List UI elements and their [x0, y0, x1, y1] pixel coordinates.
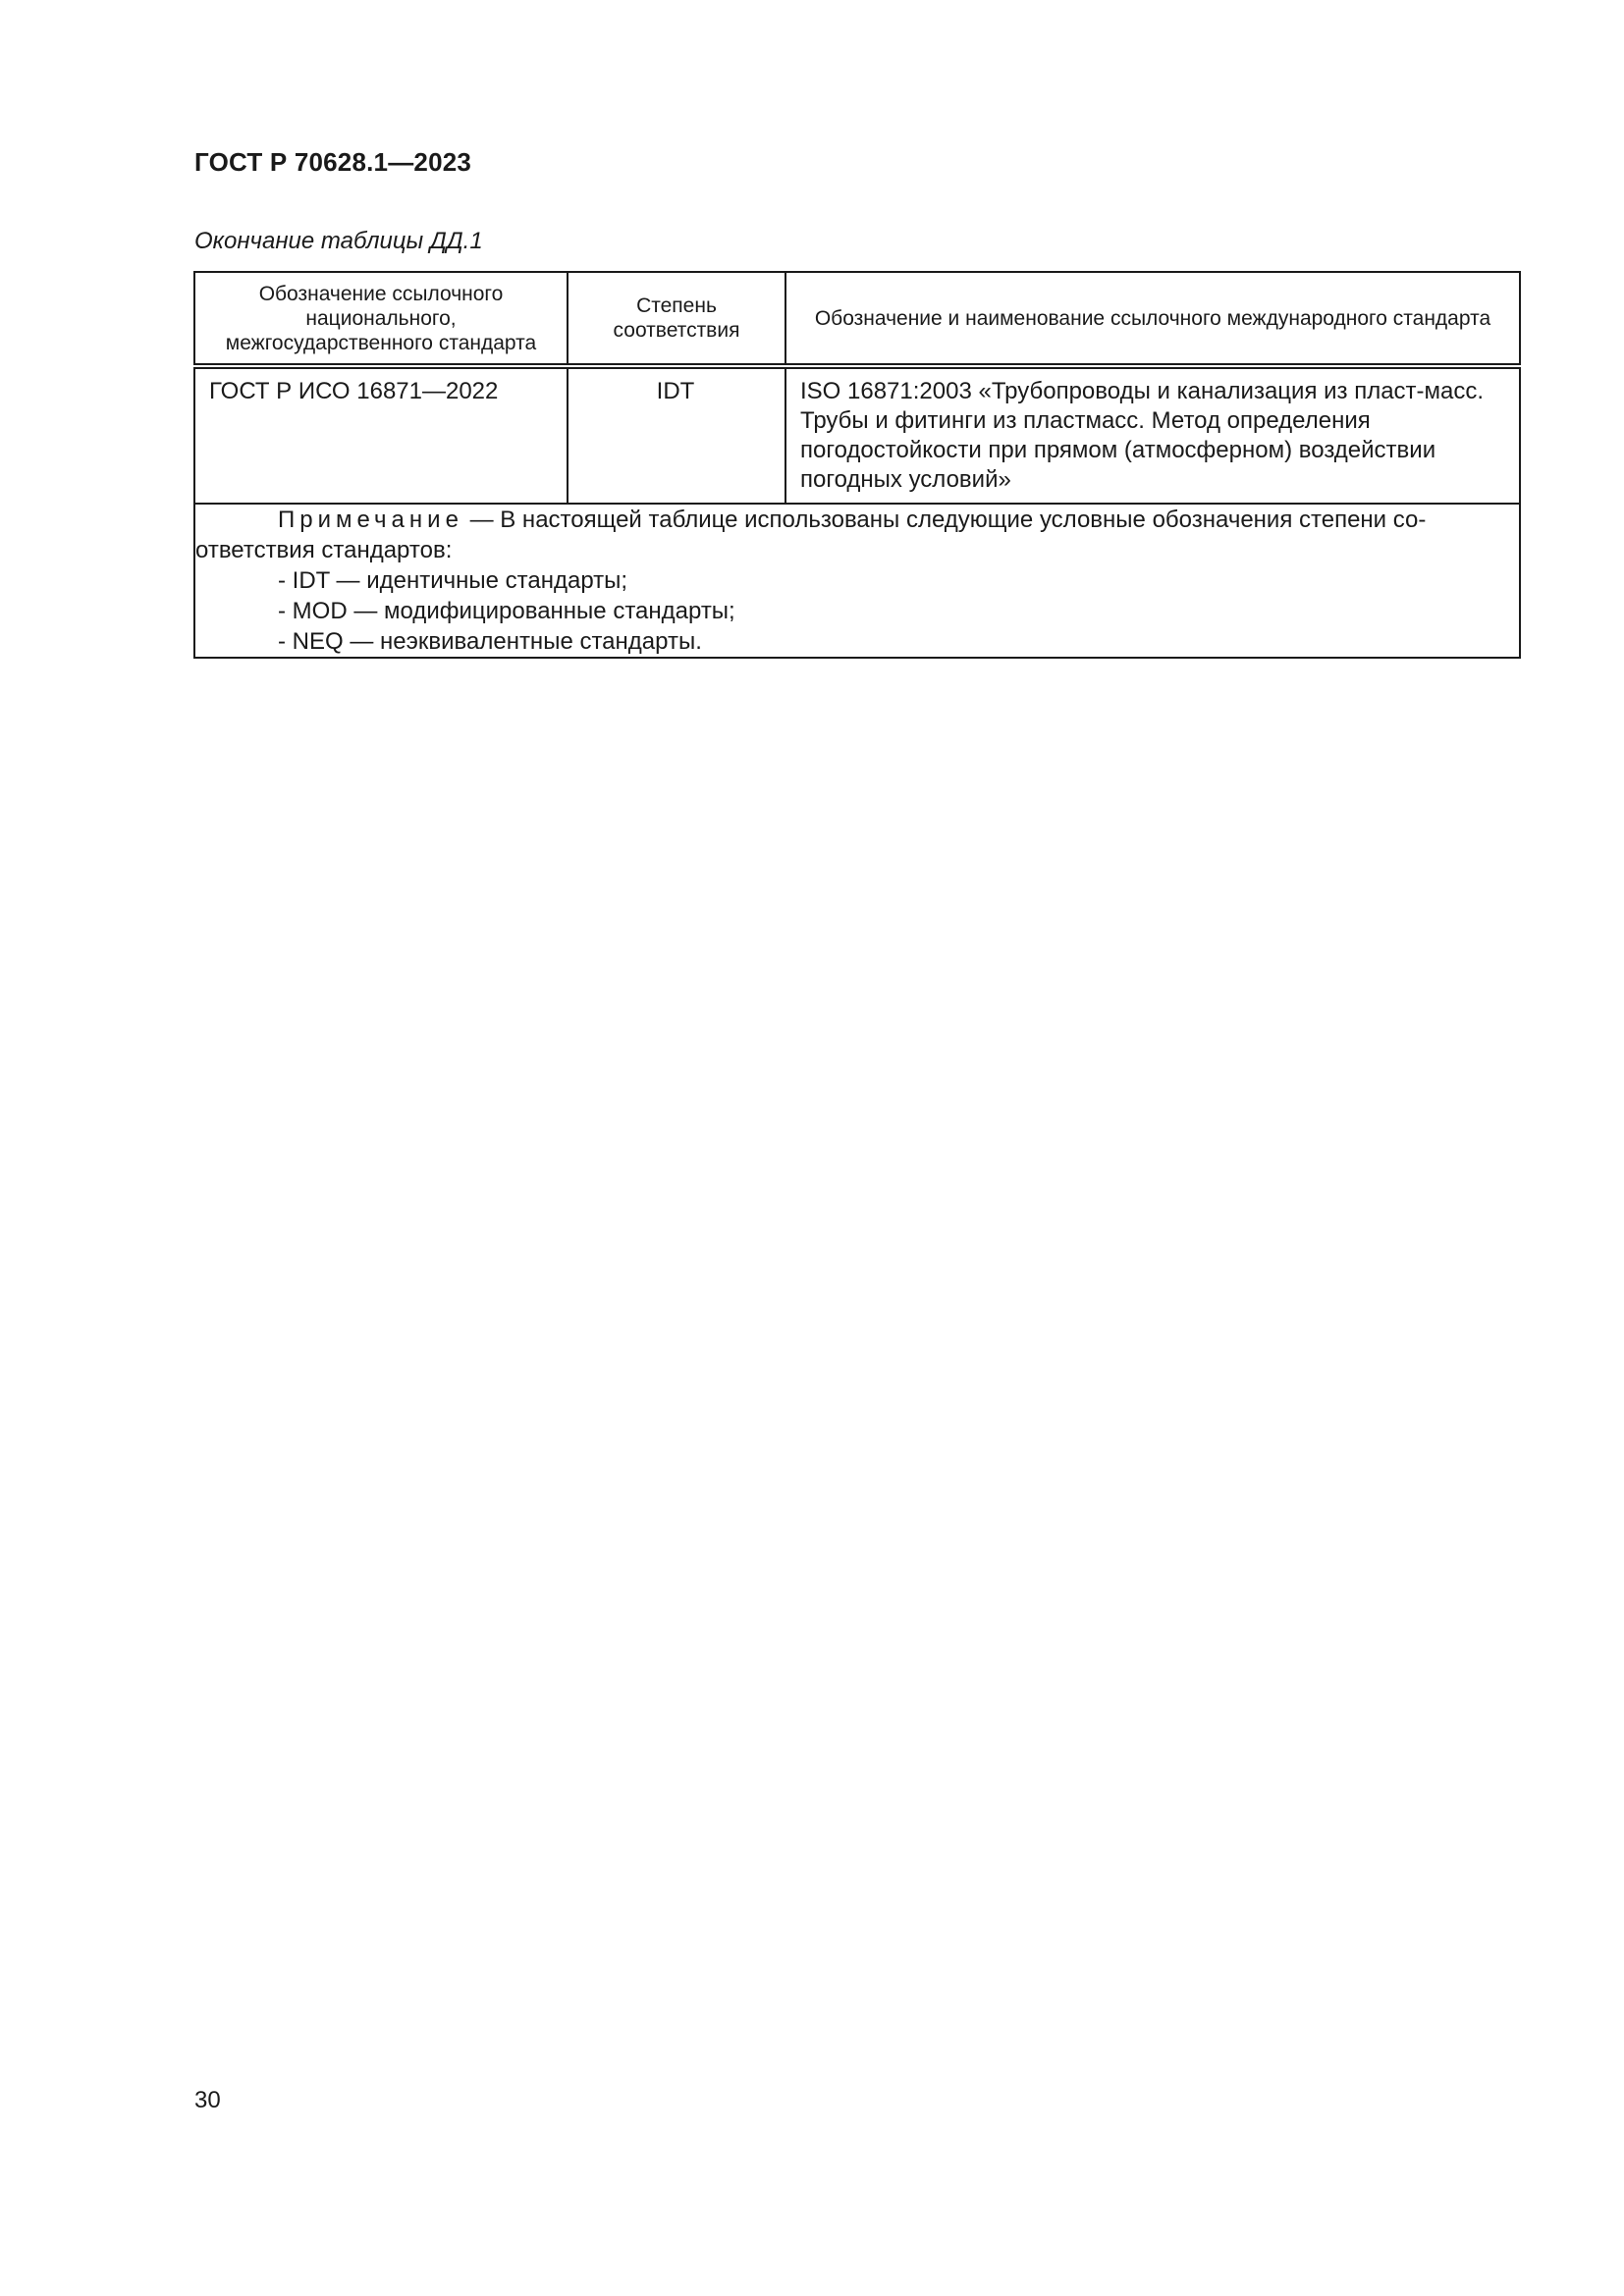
cell-international-standard: ISO 16871:2003 «Трубопроводы и канализация из пласт-масс. Трубы и фитинги из пластмасс. Метод определения погодостойкости при прямом (атмосферном) воздействии погодных условий»: [785, 366, 1520, 504]
note-item-neq: - NEQ — неэквивалентные стандарты.: [278, 628, 702, 655]
document-code: ГОСТ Р 70628.1—2023: [194, 147, 472, 177]
cell-national-standard: ГОСТ Р ИСО 16871—2022: [194, 366, 568, 504]
column-header-degree: Степень соответствия: [568, 272, 785, 366]
column-header-national-standard: Обозначение ссылочного национального, межгосударственного стандарта: [194, 272, 568, 366]
table-note-row: [194, 504, 1520, 658]
table-header-row: [194, 272, 1520, 366]
table-note: [194, 504, 1520, 658]
note-item-idt: - IDT — идентичные стандарты;: [278, 567, 628, 594]
cell-degree: IDT: [568, 366, 785, 504]
column-header-international-standard: Обозначение и наименование ссылочного международного стандарта: [785, 272, 1520, 366]
table-caption: Окончание таблицы ДД.1: [194, 228, 483, 254]
page-number: 30: [194, 2087, 221, 2113]
reference-standards-table: [193, 271, 1521, 659]
table-row: [194, 366, 1520, 504]
note-list: [195, 565, 1519, 657]
note-text: — В настоящей таблице использованы следующие условные обозначения степени со-ответствия стандартов:: [195, 507, 1427, 563]
note-intro: [195, 505, 1519, 565]
note-item-mod: - MOD — модифицированные стандарты;: [278, 598, 735, 624]
note-label: Примечание: [278, 507, 463, 533]
